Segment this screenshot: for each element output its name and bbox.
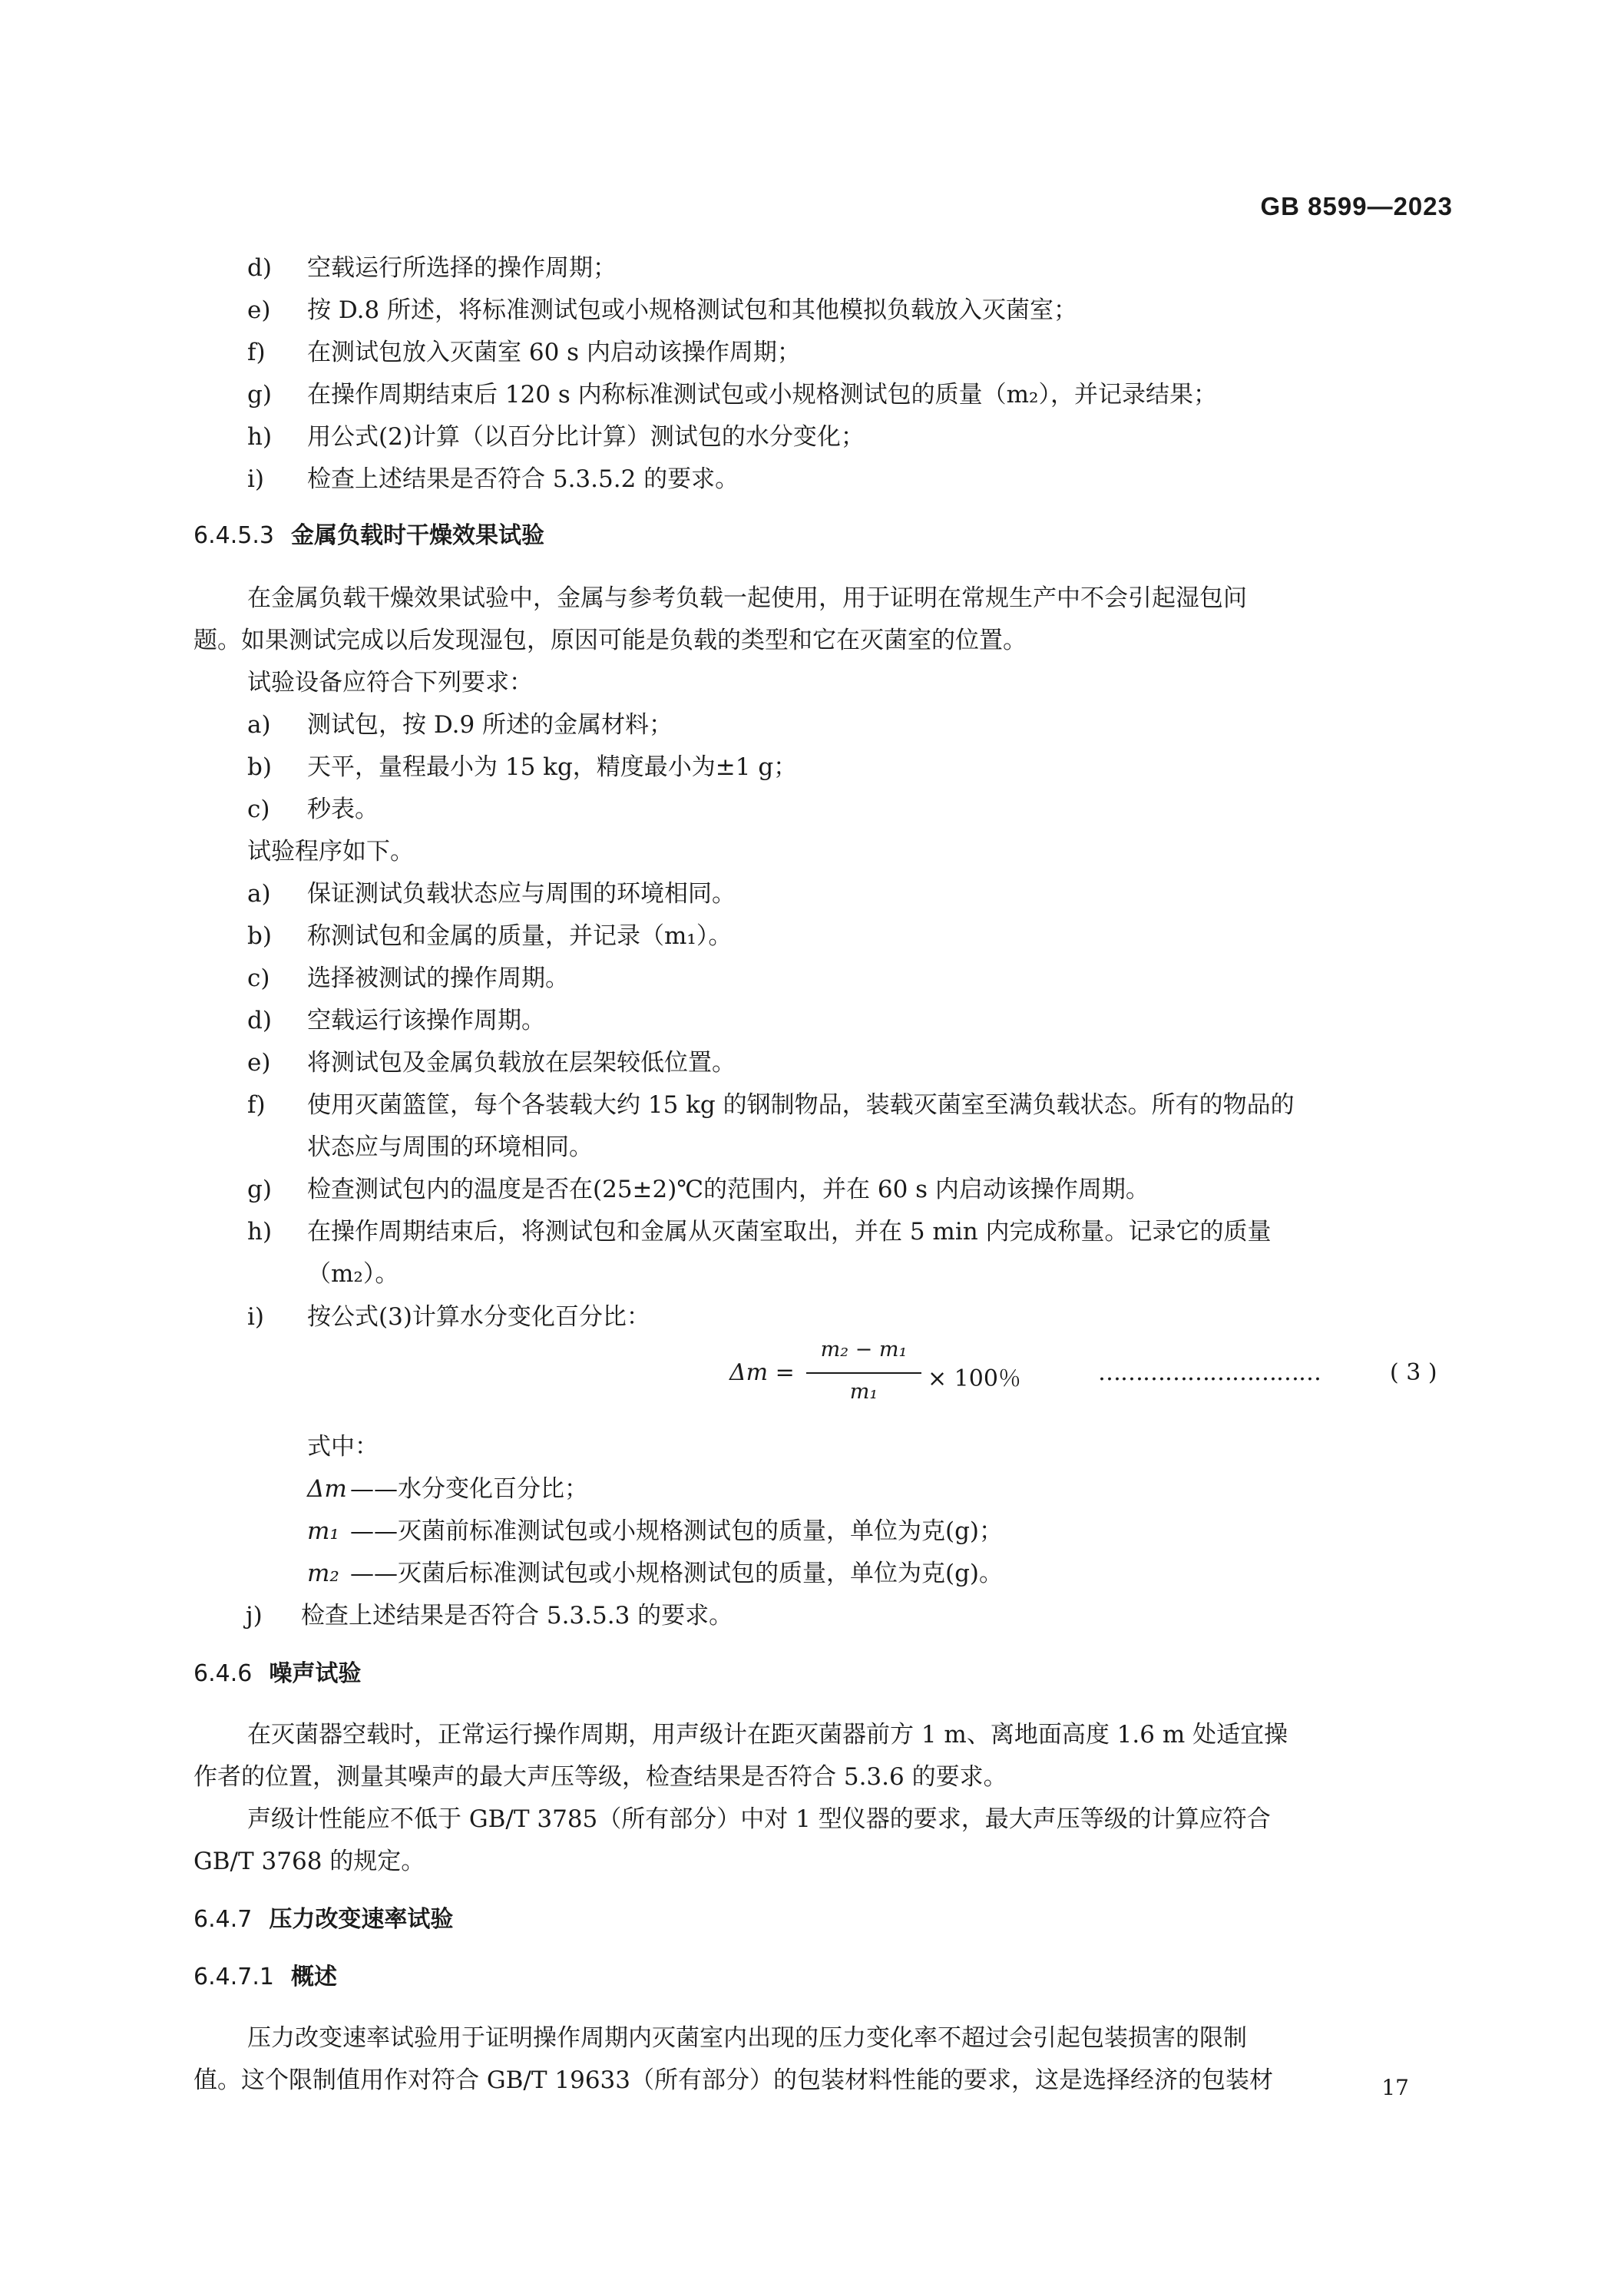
item-continuation: 状态应与周围的环境相同。 — [307, 1133, 593, 1161]
item-marker: g) — [247, 381, 272, 409]
paragraph-line: 声级计性能应不低于 GB/T 3785（所有部分）中对 1 型仪器的要求，最大声压等级的计算应符合 — [247, 1805, 1271, 1833]
item-marker: f) — [247, 339, 266, 366]
item-text: 按 D.8 所述，将标准测试包或小规格测试包和其他模拟负载放入灭菌室； — [307, 296, 1078, 324]
item-marker: g) — [247, 1176, 272, 1203]
list-item — [247, 1169, 1149, 1211]
paragraph-line: 作者的位置，测量其噪声的最大声压等级，检查结果是否符合 5.3.6 的要求。 — [193, 1763, 1007, 1791]
item-text: 保证测试负载状态应与周围的环境相同。 — [307, 880, 736, 908]
item-marker: d) — [247, 1007, 272, 1034]
item-text: 检查上述结果是否符合 5.3.5.3 的要求。 — [301, 1602, 733, 1630]
item-marker: e) — [247, 1049, 271, 1077]
page-number: 17 — [1381, 2075, 1409, 2100]
item-text: 在操作周期结束后，将测试包和金属从灭菌室取出，并在 5 min 内完成称量。记录它的质量 — [307, 1218, 1272, 1246]
item-marker: j) — [246, 1602, 263, 1630]
item-marker: i) — [247, 1303, 265, 1331]
item-text: 称测试包和金属的质量，并记录（m₁）。 — [307, 922, 733, 950]
item-continuation: （m₂）。 — [307, 1260, 399, 1288]
list-item — [247, 1296, 650, 1338]
paragraph-line: 在金属负载干燥效果试验中，金属与参考负载一起使用，用于证明在常规生产中不会引起湿包问 — [247, 584, 1247, 612]
item-text: 检查测试包内的温度是否在(25±2)℃的范围内，并在 60 s 内启动该操作周期。 — [307, 1176, 1149, 1203]
item-text: 测试包，按 D.9 所述的金属材料； — [307, 711, 673, 739]
item-text: 空载运行所选择的操作周期； — [307, 254, 617, 282]
definition-text: ——水分变化百分比； — [350, 1475, 588, 1503]
fraction-bar — [806, 1372, 921, 1374]
section-title: 金属负载时干燥效果试验 — [290, 522, 544, 549]
item-text: 在操作周期结束后 120 s 内称标准测试包或小规格测试包的质量（m₂），并记录结果； — [307, 381, 1217, 409]
item-marker: a) — [247, 711, 271, 739]
list-item — [247, 915, 732, 958]
definition-text: ——灭菌前标准测试包或小规格测试包的质量，单位为克(g)； — [350, 1517, 1004, 1545]
where-label: 式中： — [307, 1433, 379, 1461]
section-title: 概述 — [290, 1964, 337, 1990]
list-item — [246, 1595, 733, 1637]
item-text: 秒表。 — [307, 796, 379, 823]
list-item — [247, 873, 736, 915]
item-marker: i) — [247, 465, 265, 493]
standard-number: GB 8599—2023 — [1260, 192, 1453, 220]
section-title: 压力改变速率试验 — [269, 1906, 454, 1933]
item-text: 检查上述结果是否符合 5.3.5.2 的要求。 — [307, 465, 739, 493]
definition-row — [307, 1553, 1003, 1595]
item-marker: d) — [247, 254, 272, 282]
list-item — [247, 458, 739, 501]
list-item — [247, 416, 865, 458]
item-text: 使用灭菌篮筐，每个各装载大约 15 kg 的钢制物品，装载灭菌室至满负载状态。所有的物品的 — [307, 1091, 1295, 1119]
formula-leader-dots: ………………………… — [1098, 1359, 1321, 1386]
paragraph-line: 题。如果测试完成以后发现湿包，原因可能是负载的类型和它在灭菌室的位置。 — [193, 627, 1027, 654]
list-item — [247, 1084, 1295, 1127]
definition-text: ——灭菌后标准测试包或小规格测试包的质量，单位为克(g)。 — [350, 1560, 1004, 1587]
section-heading-6-4-7-1 — [193, 1956, 337, 1998]
item-text: 用公式(2)计算（以百分比计算）测试包的水分变化； — [307, 423, 865, 451]
paragraph-line: 值。这个限制值用作对符合 GB/T 19633（所有部分）的包装材料性能的要求，这是选择经济的包装材 — [193, 2066, 1273, 2094]
list-item — [247, 789, 379, 831]
item-text: 在测试包放入灭菌室 60 s 内启动该操作周期； — [307, 339, 801, 366]
list-item — [247, 1000, 545, 1042]
list-item — [247, 290, 1077, 332]
item-text: 选择被测试的操作周期。 — [307, 965, 569, 992]
list-item — [247, 1042, 736, 1084]
definition-symbol: m₁ — [307, 1517, 339, 1545]
equipment-intro: 试验设备应符合下列要求： — [247, 669, 533, 697]
section-number: 6.4.5.3 — [193, 522, 274, 549]
item-text: 按公式(3)计算水分变化百分比： — [307, 1303, 650, 1331]
item-marker: h) — [247, 1218, 273, 1246]
item-marker: b) — [247, 922, 272, 950]
section-title: 噪声试验 — [269, 1660, 362, 1687]
section-number: 6.4.7.1 — [193, 1964, 274, 1990]
item-marker: a) — [247, 880, 271, 908]
procedure-intro: 试验程序如下。 — [247, 838, 414, 865]
list-item — [247, 374, 1217, 416]
item-marker: c) — [247, 796, 270, 823]
section-heading-6-4-7 — [193, 1898, 453, 1941]
definition-row — [307, 1468, 588, 1510]
list-item — [247, 332, 801, 374]
item-text: 空载运行该操作周期。 — [307, 1007, 545, 1034]
list-item — [247, 247, 617, 290]
formula-rhs: × 100％ — [928, 1365, 1021, 1392]
definition-row — [307, 1510, 1003, 1553]
item-marker: e) — [247, 296, 271, 324]
item-marker: h) — [247, 423, 273, 451]
item-marker: c) — [247, 965, 270, 992]
definition-symbol: m₂ — [307, 1560, 339, 1587]
item-text: 将测试包及金属负载放在层架较低位置。 — [307, 1049, 736, 1077]
paragraph-line: 在灭菌器空载时，正常运行操作周期，用声级计在距灭菌器前方 1 m、离地面高度 1.6 m 处适宜操 — [247, 1721, 1288, 1749]
paragraph-line: GB/T 3768 的规定。 — [193, 1848, 425, 1875]
list-item — [247, 704, 673, 746]
list-item — [247, 1211, 1272, 1253]
item-text: 天平，量程最小为 15 kg，精度最小为±1 g； — [307, 753, 798, 781]
section-number: 6.4.7 — [193, 1906, 253, 1933]
section-number: 6.4.6 — [193, 1660, 253, 1687]
list-item — [247, 958, 569, 1000]
definition-symbol: Δm — [307, 1475, 347, 1503]
item-marker: f) — [247, 1091, 266, 1119]
section-heading-6-4-6 — [193, 1653, 361, 1695]
formula-lhs: Δm = — [729, 1359, 795, 1386]
list-item — [247, 746, 797, 789]
item-marker: b) — [247, 753, 272, 781]
equation-number: ( 3 ) — [1390, 1359, 1437, 1386]
section-heading-6-4-5-3 — [193, 515, 544, 557]
formula-denominator: m₁ — [849, 1380, 878, 1404]
formula-numerator: m₂ − m₁ — [820, 1338, 908, 1362]
paragraph-line: 压力改变速率试验用于证明操作周期内灭菌室内出现的压力变化率不超过会引起包装损害的限制 — [247, 2024, 1247, 2052]
